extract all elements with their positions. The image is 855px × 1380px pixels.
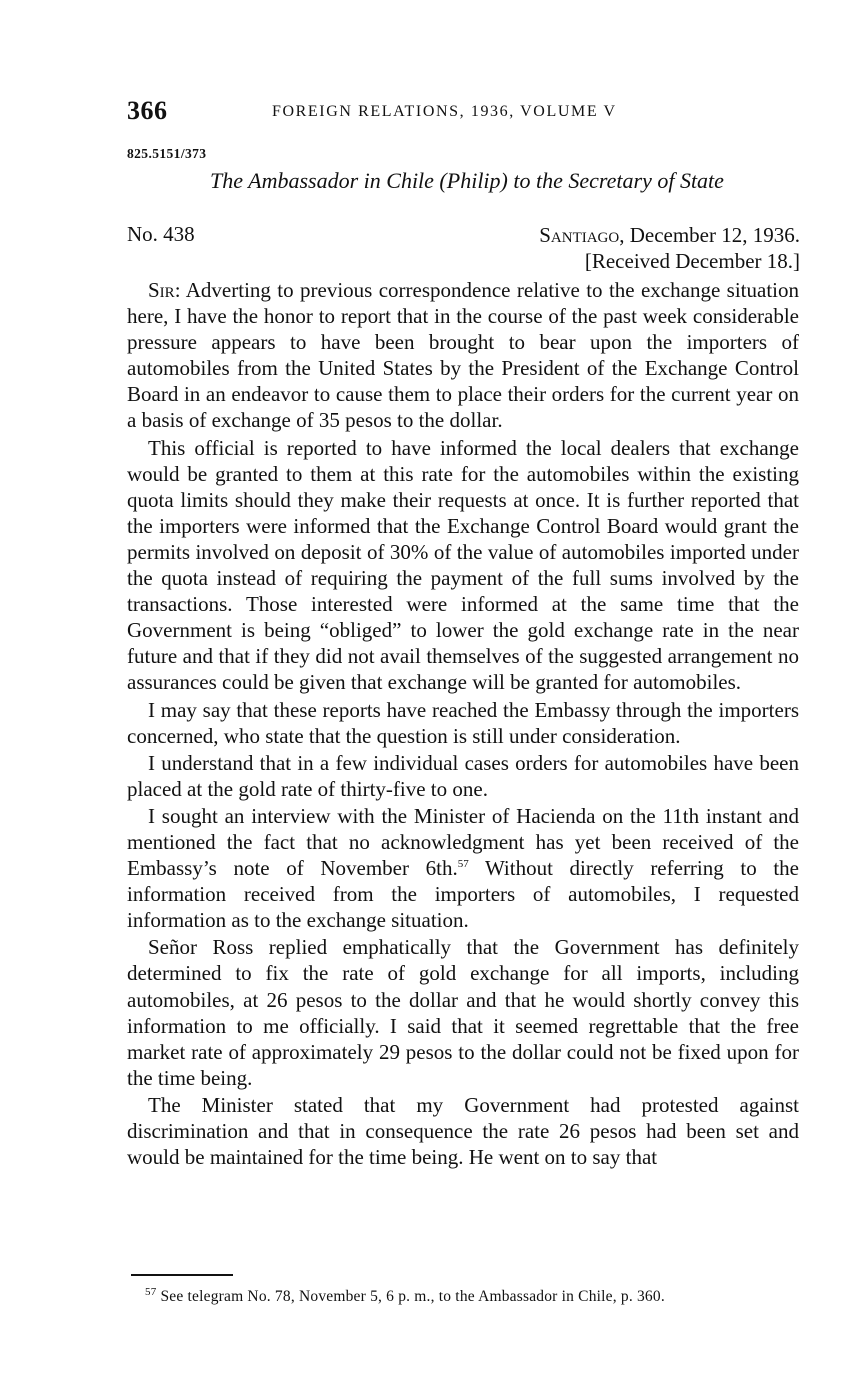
- footnote-text: See telegram No. 78, November 5, 6 p. m., to the Ambassador in Chile, p. 360.: [156, 1288, 665, 1305]
- paragraph-1-text: : Adverting to previous correspondence relative to the exchange situation here, I have the honor to report that in the course of the past week considerable pressure appears to have been brought to bear upon the importers of automobiles from the United States by the President of the Exchange Control Board in an endeavor to cause them to place their orders for the current year on a basis of exchange of 35 pesos to the dollar.: [127, 278, 799, 433]
- page-header: [127, 96, 807, 128]
- page-number: 366: [127, 96, 168, 125]
- footnote-marker: 57: [145, 1285, 157, 1298]
- paragraph-6: Señor Ross replied emphatically that the Government has definitely determined to fix the rate of gold exchange for all imports, including automobiles, at 26 pesos to the dollar and that he would shortly convey this information to me officially. I said that it seemed regrettable that the free market rate of approximately 29 pesos to the dollar could not be fixed upon for the time being.: [127, 935, 799, 1090]
- dispatch-dateline: [420, 222, 800, 274]
- running-head: FOREIGN RELATIONS, 1936, VOLUME V: [272, 103, 617, 120]
- file-code: 825.5151/373: [127, 146, 207, 161]
- place-name: Santiago: [539, 223, 620, 247]
- footnote-reference: 57: [457, 858, 469, 871]
- paragraph-5: [127, 803, 799, 933]
- document-title: The Ambassador in Chile (Philip) to the Secretary of State: [210, 168, 724, 193]
- paragraph-5-text: I sought an interview with the Minister of Hacienda on the 11th instant and mentioned the fact that no acknowledgment has yet been received of the Embassy’s note of November 6th.: [127, 803, 799, 881]
- place-date-line: [420, 222, 800, 248]
- paragraph-4: I understand that in a few individual cases orders for automobiles have been placed at the gold rate of thirty-five to one.: [127, 750, 799, 801]
- letter-body: [127, 277, 799, 1171]
- received-date: [Received December 18.]: [584, 249, 800, 273]
- paragraph-2: This official is reported to have informed the local dealers that exchange would be granted to them at this rate for the automobiles within the existing quota limits should they make their requests at once. It is further reported that the importers were informed that the Exchange Control Board would grant the permits involved on deposit of 30% of the value of automobiles imported under the quota instead of requiring the payment of the full sums involved by the transactions. Those interested were informed at the same time that the Government is being “obliged” to lower the gold exchange rate in the near future and that if they did not avail themselves of the suggested arrangement no assurances could be given that exchange will be granted for automobiles.: [127, 435, 799, 695]
- salutation: Sir: [148, 278, 175, 302]
- dispatch-number: No. 438: [127, 222, 195, 246]
- footnote-divider: [131, 1274, 233, 1276]
- paragraph-1: [127, 277, 799, 434]
- paragraph-5-continuation: Without directly referring to the information received from the importers of automobiles, I requested information as to the exchange situation.: [127, 856, 800, 933]
- paragraph-3: I may say that these reports have reached the Embassy through the importers concerned, who state that the question is still under consideration.: [127, 697, 799, 748]
- paragraph-7: The Minister stated that my Government had protested against discrimination and that in consequence the rate 26 pesos had been set and would be maintained for the time being. He went on to say that: [127, 1092, 799, 1170]
- dispatch-date: , December 12, 1936.: [619, 223, 800, 247]
- footnote: [145, 1285, 665, 1306]
